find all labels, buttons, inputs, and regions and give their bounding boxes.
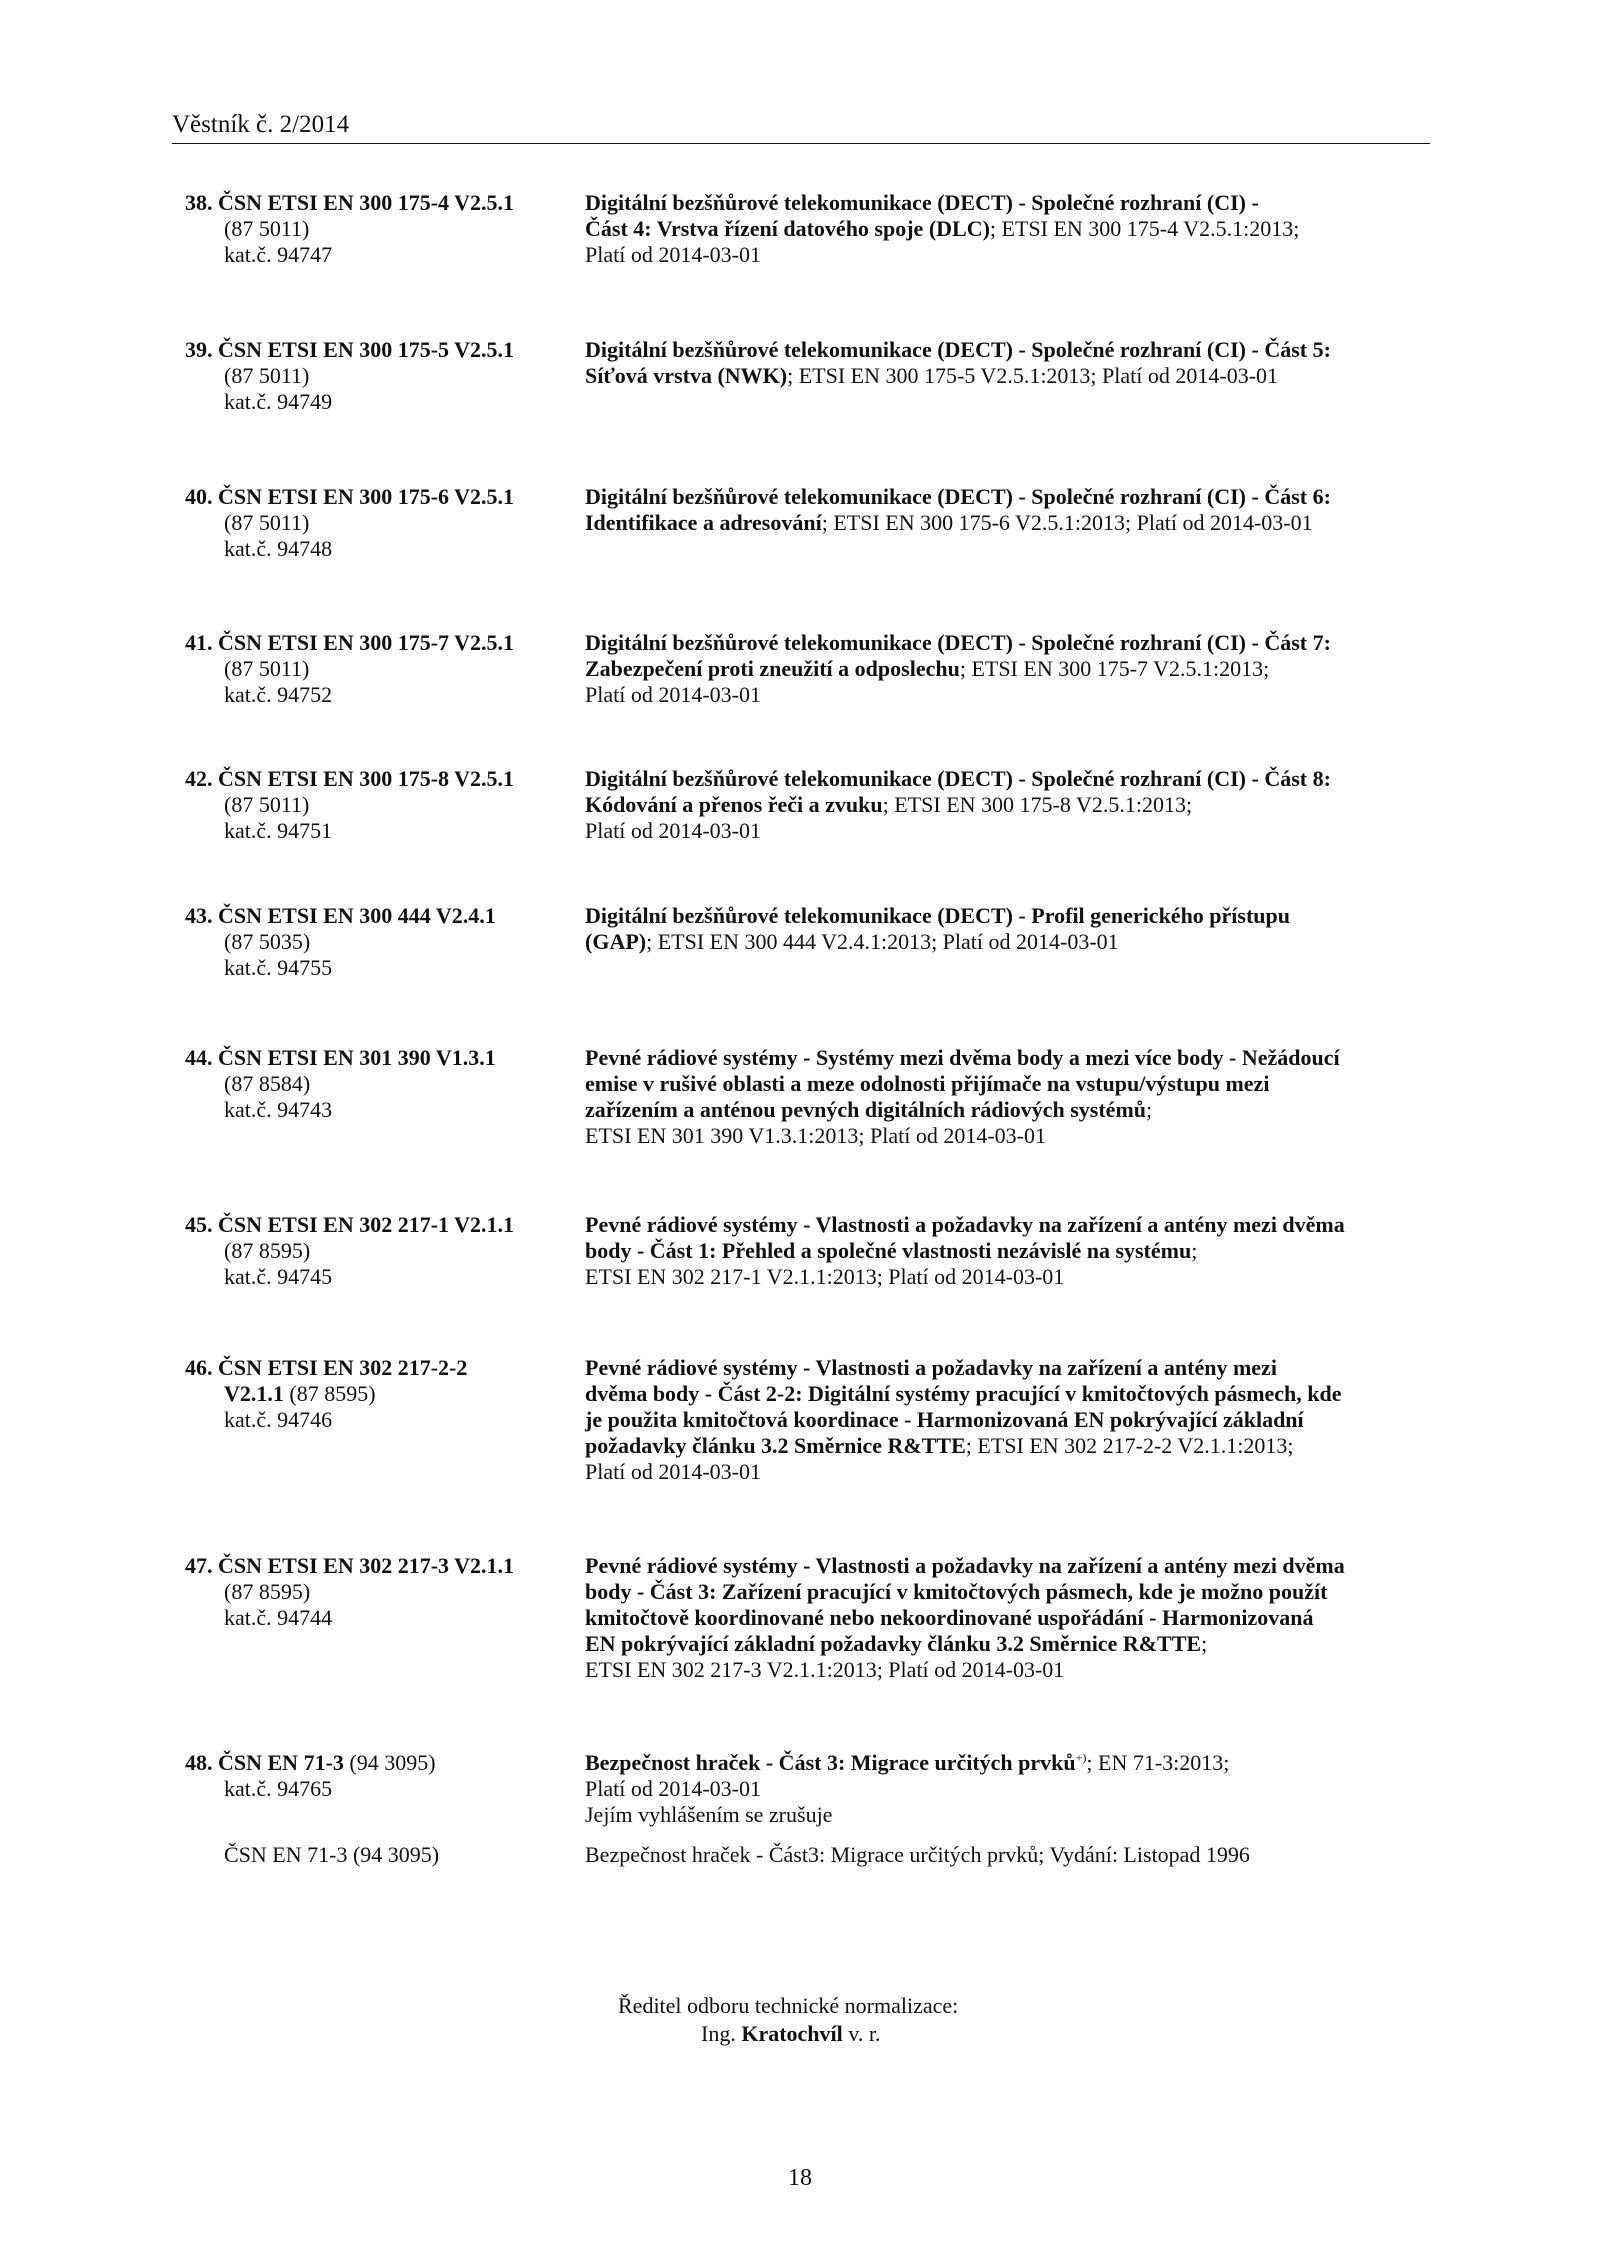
entry-class: (87 5035) xyxy=(224,929,311,954)
entry-class: (87 8595) xyxy=(289,1381,376,1406)
title-line-rest: ; ETSI EN 302 217-2-2 V2.1.1:2013; xyxy=(965,1433,1294,1458)
entry-identifier xyxy=(185,484,575,562)
entry-catalog: kat.č. 94748 xyxy=(224,536,333,561)
title-line-rest: ; ETSI EN 300 175-8 V2.5.1:2013; xyxy=(882,792,1193,817)
title-line-rest: ; xyxy=(1191,1238,1198,1263)
entry-class: (87 5011) xyxy=(224,510,310,535)
page-number: 18 xyxy=(788,2165,812,2191)
title-line-bold: Bezpečnost hraček - Část 3: Migrace určitých prvků xyxy=(585,1750,1076,1775)
entry-catalog: kat.č. 94755 xyxy=(224,955,333,980)
entry-code: ČSN ETSI EN 302 217-1 V2.1.1 xyxy=(218,1212,515,1237)
entry-identifier xyxy=(185,1750,575,1802)
entry-identifier xyxy=(185,190,575,268)
title-line: emise v rušivé oblasti a meze odolnosti přijímače na vstupu/výstupu mezi xyxy=(585,1071,1270,1096)
validity-line: ETSI EN 302 217-1 V2.1.1:2013; Platí od 2014-03-01 xyxy=(585,1264,1065,1289)
entry-code: ČSN ETSI EN 300 175-6 V2.5.1 xyxy=(218,484,515,509)
title-line: Digitální bezšňůrové telekomunikace (DECT) - Společné rozhraní (CI) - Část 5: xyxy=(585,337,1331,362)
entry-title xyxy=(585,766,1440,844)
entry-catalog: kat.č. 94746 xyxy=(224,1407,333,1432)
entry-identifier xyxy=(185,1355,575,1433)
entry-class: (87 8595) xyxy=(224,1238,311,1263)
entry-number: 44. xyxy=(185,1045,213,1070)
footnote-mark: +) xyxy=(1075,1750,1087,1765)
entry-title xyxy=(585,1553,1440,1683)
title-line: Digitální bezšňůrové telekomunikace (DECT) - Společné rozhraní (CI) - Část 8: xyxy=(585,766,1331,791)
entry-title xyxy=(585,1842,1440,1868)
entry-title xyxy=(585,337,1440,389)
entry-code: ČSN ETSI EN 300 175-7 V2.5.1 xyxy=(218,630,515,655)
header-title: Věstník č. 2/2014 xyxy=(172,111,350,138)
entry-class: (87 8584) xyxy=(224,1071,311,1096)
entry-code: ČSN EN 71-3 xyxy=(218,1750,344,1775)
validity-line: ETSI EN 302 217-3 V2.1.1:2013; Platí od 2014-03-01 xyxy=(585,1657,1065,1682)
entry-class: (87 5011) xyxy=(224,792,310,817)
title-line-bold: Část 4: Vrstva řízení datového spoje (DLC) xyxy=(585,216,990,241)
title-line-rest: ; ETSI EN 300 175-6 V2.5.1:2013; Platí od 2014-03-01 xyxy=(821,510,1313,535)
title-line: dvěma body - Část 2-2: Digitální systémy pracující v kmitočtových pásmech, kde xyxy=(585,1381,1342,1406)
entry-title xyxy=(585,630,1440,708)
title-line-bold: Zabezpečení proti zneužití a odposlechu xyxy=(585,656,960,681)
title-line: Pevné rádiové systémy - Systémy mezi dvěma body a mezi více body - Nežádoucí xyxy=(585,1045,1340,1070)
entry-catalog: kat.č. 94747 xyxy=(224,242,333,267)
title-line-bold: požadavky článku 3.2 Směrnice R&TTE xyxy=(585,1433,966,1458)
title-line-rest: ; ETSI EN 300 444 V2.4.1:2013; Platí od 2014-03-01 xyxy=(646,929,1119,954)
entry-number: 43. xyxy=(185,903,213,928)
entry-catalog: kat.č. 94749 xyxy=(224,389,333,414)
validity-line: ETSI EN 301 390 V1.3.1:2013; Platí od 2014-03-01 xyxy=(585,1123,1046,1148)
entry-identifier xyxy=(185,903,575,981)
entry-identifier xyxy=(185,630,575,708)
entry-code-version: V2.1.1 xyxy=(224,1381,284,1406)
title-line-rest: ; xyxy=(1146,1097,1153,1122)
title-line: kmitočtově koordinované nebo nekoordinované uspořádání - Harmonizovaná xyxy=(585,1605,1314,1630)
entry-identifier xyxy=(185,1842,575,1868)
title-line-rest: ; ETSI EN 300 175-5 V2.5.1:2013; Platí od 2014-03-01 xyxy=(787,363,1279,388)
entry-catalog: kat.č. 94743 xyxy=(224,1097,333,1122)
title-line-rest: ; ETSI EN 300 175-7 V2.5.1:2013; xyxy=(959,656,1270,681)
title-line-rest: ; ETSI EN 300 175-4 V2.5.1:2013; xyxy=(989,216,1300,241)
entry-title xyxy=(585,190,1440,268)
page-header xyxy=(172,110,1430,144)
entry-code: ČSN ETSI EN 302 217-2-2 xyxy=(218,1355,468,1380)
title-line: Digitální bezšňůrové telekomunikace (DECT) - Profil generického přístupu xyxy=(585,903,1291,928)
entry-number: 45. xyxy=(185,1212,213,1237)
validity-line: Platí od 2014-03-01 xyxy=(585,1776,761,1801)
title-line: Digitální bezšňůrové telekomunikace (DECT) - Společné rozhraní (CI) - xyxy=(585,190,1259,215)
entry-catalog: kat.č. 94744 xyxy=(224,1605,333,1630)
title-line-bold: zařízením a anténou pevných digitálních rádiových systémů xyxy=(585,1097,1147,1122)
title-line-bold: (GAP) xyxy=(585,929,647,954)
entry-class: (87 8595) xyxy=(224,1579,311,1604)
title-line: Pevné rádiové systémy - Vlastnosti a požadavky na zařízení a antény mezi xyxy=(585,1355,1277,1380)
title-line-rest: ; EN 71-3:2013; xyxy=(1086,1750,1230,1775)
entry-number: 48. xyxy=(185,1750,213,1775)
withdrawn-title: Bezpečnost hraček - Část3: Migrace určitých prvků; Vydání: Listopad 1996 xyxy=(585,1842,1250,1867)
entry-identifier xyxy=(185,1553,575,1631)
entry-number: 41. xyxy=(185,630,213,655)
title-line-rest: ; xyxy=(1201,1631,1208,1656)
title-line-bold: body - Část 1: Přehled a společné vlastnosti nezávislé na systému xyxy=(585,1238,1192,1263)
entry-class: (94 3095) xyxy=(349,1750,436,1775)
validity-line: Platí od 2014-03-01 xyxy=(585,1459,761,1484)
title-line-bold: Kódování a přenos řeči a zvuku xyxy=(585,792,883,817)
title-line: Pevné rádiové systémy - Vlastnosti a požadavky na zařízení a antény mezi dvěma xyxy=(585,1212,1345,1237)
entry-identifier xyxy=(185,1045,575,1123)
entry-class: (87 5011) xyxy=(224,656,310,681)
entry-code: ČSN ETSI EN 302 217-3 V2.1.1 xyxy=(218,1553,515,1578)
validity-line: Platí od 2014-03-01 xyxy=(585,682,761,707)
title-line: Pevné rádiové systémy - Vlastnosti a požadavky na zařízení a antény mezi dvěma xyxy=(585,1553,1345,1578)
entry-identifier xyxy=(185,1212,575,1290)
entry-code: ČSN ETSI EN 300 175-4 V2.5.1 xyxy=(218,190,515,215)
title-line: Digitální bezšňůrové telekomunikace (DECT) - Společné rozhraní (CI) - Část 7: xyxy=(585,630,1331,655)
entry-number: 46. xyxy=(185,1355,213,1380)
entry-number: 38. xyxy=(185,190,213,215)
title-line-bold: Identifikace a adresování xyxy=(585,510,822,535)
title-line: je použita kmitočtová koordinace - Harmonizovaná EN pokrývající základní xyxy=(585,1407,1304,1432)
entry-number: 40. xyxy=(185,484,213,509)
entry-title xyxy=(585,1355,1440,1485)
entry-title xyxy=(585,1212,1440,1290)
entry-number: 42. xyxy=(185,766,213,791)
title-line: body - Část 3: Zařízení pracující v kmitočtových pásmech, kde je možno použít xyxy=(585,1579,1328,1604)
entry-catalog: kat.č. 94752 xyxy=(224,682,333,707)
entry-title xyxy=(585,1750,1440,1828)
signature-suffix: v. r. xyxy=(848,2021,881,2046)
entry-catalog: kat.č. 94751 xyxy=(224,818,333,843)
entry-code: ČSN ETSI EN 301 390 V1.3.1 xyxy=(218,1045,496,1070)
entry-catalog: kat.č. 94765 xyxy=(224,1776,333,1801)
signature-name: Kratochvíl xyxy=(741,2021,843,2046)
signature-block xyxy=(618,1992,958,2048)
entry-title xyxy=(585,484,1440,536)
entry-number: 39. xyxy=(185,337,213,362)
entry-catalog: kat.č. 94745 xyxy=(224,1264,333,1289)
signature-prefix: Ing. xyxy=(701,2021,736,2046)
entry-identifier xyxy=(185,766,575,844)
entry-code: ČSN ETSI EN 300 175-5 V2.5.1 xyxy=(218,337,515,362)
validity-line: Platí od 2014-03-01 xyxy=(585,818,761,843)
entry-code: ČSN ETSI EN 300 444 V2.4.1 xyxy=(218,903,496,928)
title-line: Digitální bezšňůrové telekomunikace (DECT) - Společné rozhraní (CI) - Část 6: xyxy=(585,484,1331,509)
entry-class: (87 5011) xyxy=(224,363,310,388)
entry-title xyxy=(585,1045,1440,1149)
validity-line: Platí od 2014-03-01 xyxy=(585,242,761,267)
title-line-bold: EN pokrývající základní požadavky článku 3.2 Směrnice R&TTE xyxy=(585,1631,1202,1656)
entry-code: ČSN ETSI EN 300 175-8 V2.5.1 xyxy=(218,766,515,791)
title-line-bold: Síťová vrstva (NWK) xyxy=(585,363,788,388)
withdrawn-code: ČSN EN 71-3 (94 3095) xyxy=(224,1842,440,1867)
entry-title xyxy=(585,903,1440,955)
withdrawal-note: Jejím vyhlášením se zrušuje xyxy=(585,1802,833,1827)
signature-role: Ředitel odboru technické normalizace: xyxy=(618,1993,959,2018)
entry-class: (87 5011) xyxy=(224,216,310,241)
entry-identifier xyxy=(185,337,575,415)
entry-number: 47. xyxy=(185,1553,213,1578)
